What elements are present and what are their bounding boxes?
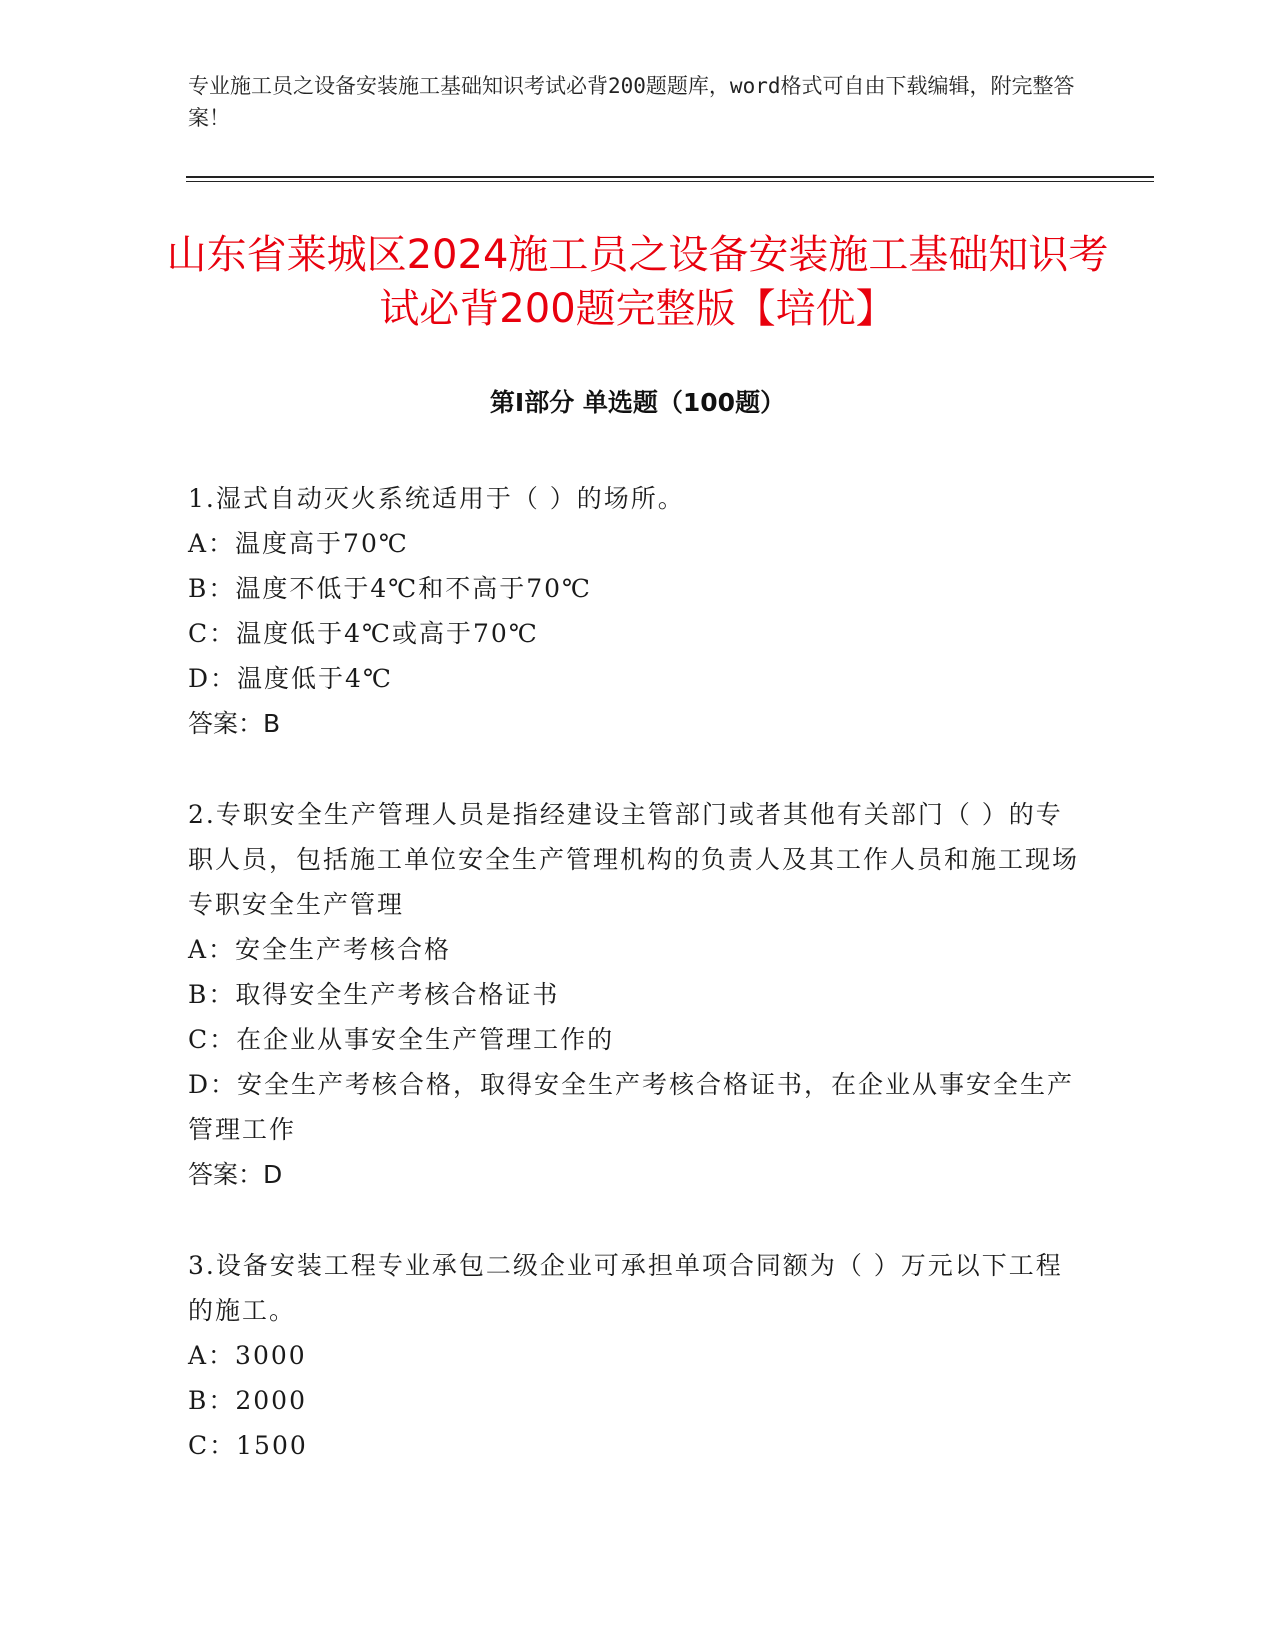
- option-c: C：温度低于4℃或高于70℃: [188, 619, 539, 648]
- option-c: C：在企业从事安全生产管理工作的: [188, 1025, 615, 1054]
- option-a: A：温度高于70℃: [188, 529, 409, 558]
- header-divider-thin: [186, 181, 1154, 182]
- question-stem: 3.设备安装工程专业承包二级企业可承担单项合同额为（ ）万元以下工程的施工。: [188, 1251, 1063, 1325]
- header-divider-thick: [186, 176, 1154, 178]
- option-b: B：2000: [188, 1386, 307, 1415]
- option-d: D：安全生产考核合格，取得安全生产考核合格证书，在企业从事安全生产管理工作: [188, 1070, 1075, 1144]
- question-stem: 2.专职安全生产管理人员是指经建设主管部门或者其他有关部门（ ）的专职人员，包括施工单位安全生产管理机构的负责人及其工作人员和施工现场专职安全生产管理: [188, 800, 1080, 919]
- header-note: 专业施工员之设备安装施工基础知识考试必背200题题库，word格式可自由下载编辑，附完整答案！: [188, 74, 1075, 130]
- answer-label: 答案：D: [188, 1160, 283, 1189]
- document-title: 山东省莱城区2024施工员之设备安装施工基础知识考试必背200题完整版【培优】: [166, 232, 1109, 332]
- option-b: B：温度不低于4℃和不高于70℃: [188, 574, 593, 603]
- section-title: 第Ⅰ部分 单选题（100题）: [489, 388, 786, 417]
- question-stem: 1.湿式自动灭火系统适用于（ ）的场所。: [188, 484, 685, 513]
- question-item: [188, 792, 1088, 1197]
- option-b: B：取得安全生产考核合格证书: [188, 980, 560, 1009]
- option-a: A：安全生产考核合格: [188, 935, 452, 964]
- question-item: [188, 476, 1088, 746]
- option-a: A：3000: [188, 1341, 307, 1370]
- question-list: [188, 476, 1088, 1514]
- option-d: D：温度低于4℃: [188, 664, 393, 693]
- option-c: C：1500: [188, 1431, 308, 1460]
- question-item: [188, 1243, 1088, 1468]
- answer-label: 答案：B: [188, 709, 281, 738]
